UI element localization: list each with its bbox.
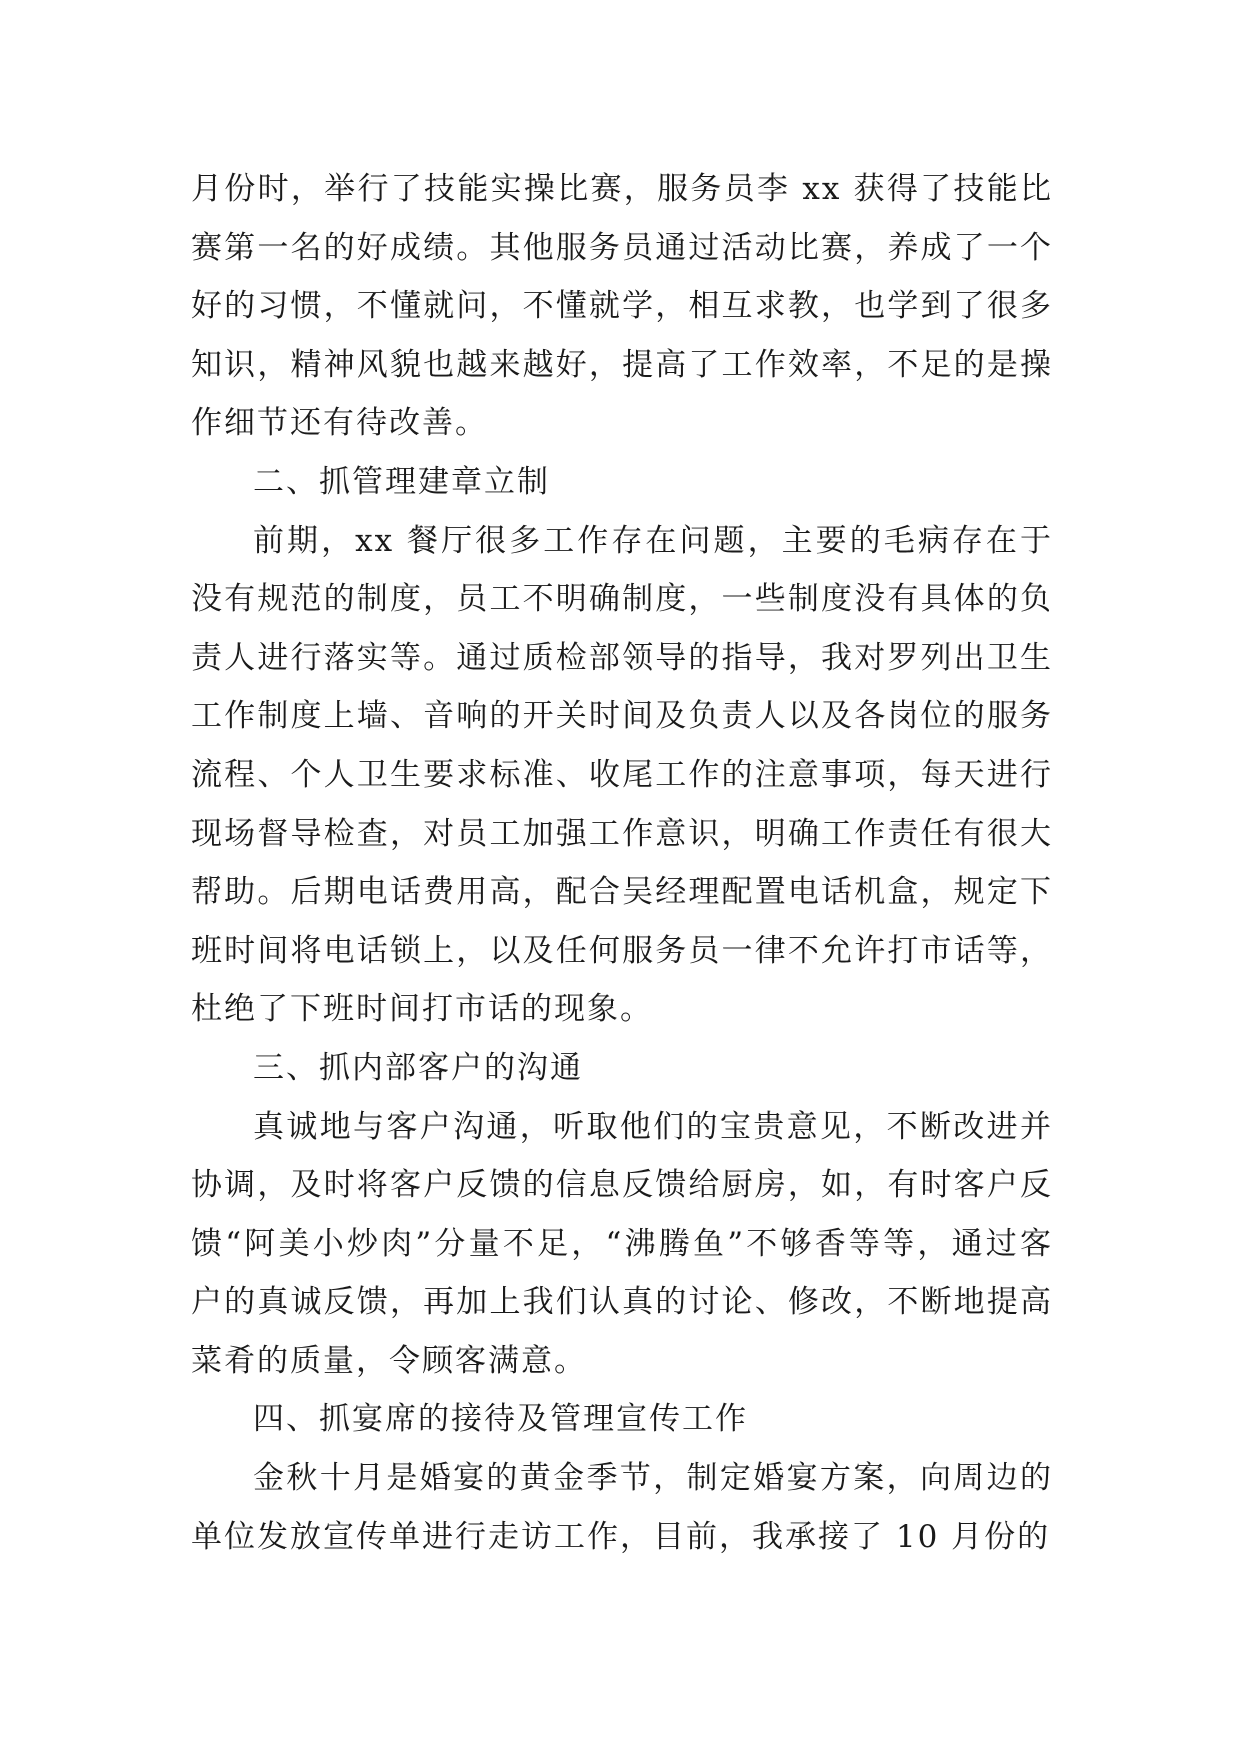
paragraph: 前期，xx 餐厅很多工作存在问题，主要的毛病存在于没有规范的制度，员工不明确制度，一些制度没有具体的负责人进行落实等。通过质检部领导的指导，我对罗列出卫生工作制度上墙、音响的开关时间及负责人以及各岗位的服务流程、个人卫生要求标准、收尾工作的注意事项，每天进行现场督导检查，对员工加强工作意识，明确工作责任有很大帮助。后期电话费用高，配合吴经理配置电话机盒，规定下班时间将电话锁上，以及任何服务员一律不允许打市话等，杜绝了下班时间打市话的现象。 [191,522,1053,1028]
section-heading-2: 二、抓管理建章立制 [253,463,550,500]
paragraph: 金秋十月是婚宴的黄金季节，制定婚宴方案，向周边的单位发放宣传单进行走访工作，目前，我承接了 10 月份的 [191,1460,1053,1555]
section-heading-3: 三、抓内部客户的沟通 [253,1049,583,1086]
paragraph-continued: 月份时，举行了技能实操比赛，服务员李 xx 获得了技能比赛第一名的好成绩。其他服务员通过活动比赛，养成了一个好的习惯，不懂就问，不懂就学，相互求教，也学到了很多知识，精神风貌也越来越好，提高了工作效率，不足的是操作细节还有待改善。 [191,171,1053,442]
paragraph: 真诚地与客户沟通，听取他们的宝贵意见，不断改进并协调，及时将客户反馈的信息反馈给厨房，如，有时客户反馈“阿美小炒肉”分量不足，“沸腾鱼”不够香等等，通过客户的真诚反馈，再加上我们认真的讨论、修改，不断地提高菜肴的质量，令顾客满意。 [191,1108,1053,1379]
section-heading-4: 四、抓宴席的接待及管理宣传工作 [253,1401,748,1438]
document-body [191,160,1053,1566]
